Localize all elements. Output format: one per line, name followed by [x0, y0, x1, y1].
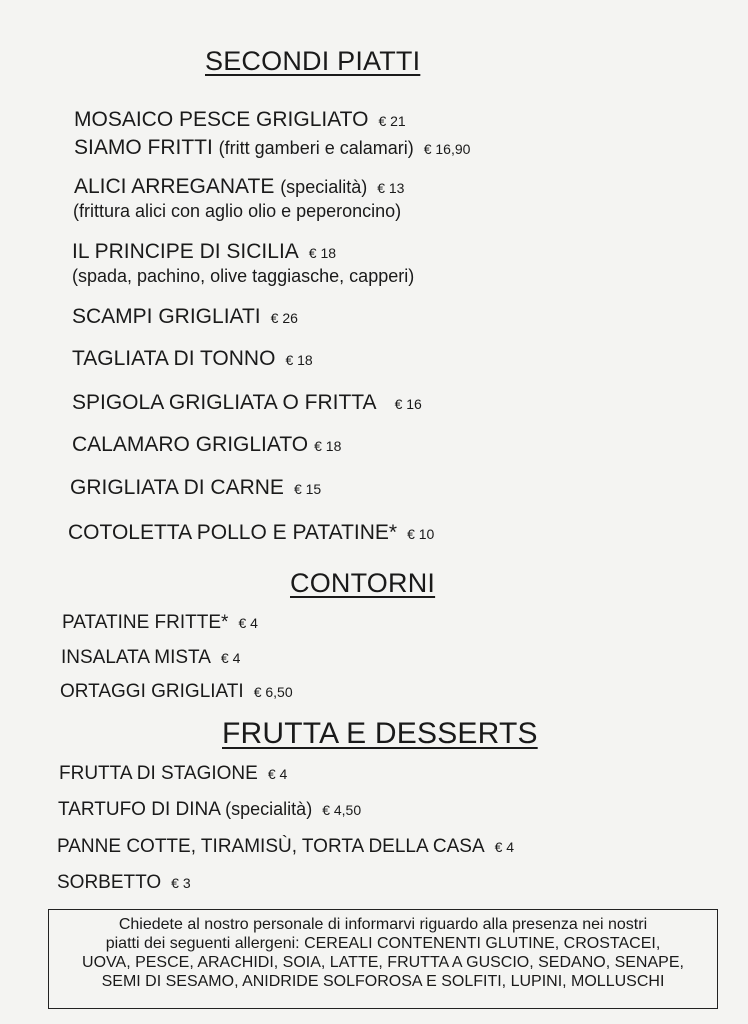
allergen-notice-line: UOVA, PESCE, ARACHIDI, SOIA, LATTE, FRUTTA A GUSCIO, SEDANO, SENAPE,	[82, 953, 684, 971]
item-name: CALAMARO GRIGLIATO	[72, 433, 309, 456]
item-description: (specialità)	[280, 177, 368, 197]
item-price: € 18	[308, 245, 337, 261]
item-description: (specialità)	[225, 799, 313, 819]
item-price: € 3	[171, 875, 191, 891]
menu-item	[72, 347, 313, 370]
item-price: € 6,50	[253, 684, 293, 700]
menu-item	[72, 305, 298, 328]
item-price: € 21	[378, 113, 406, 129]
menu-item	[58, 800, 361, 821]
menu-item	[74, 136, 470, 159]
item-name: FRUTTA DI STAGIONE	[59, 763, 258, 784]
item-name: TAGLIATA DI TONNO	[72, 347, 276, 370]
section-title-contorni: CONTORNI	[290, 568, 436, 598]
section-title-secondi: SECONDI PIATTI	[205, 46, 421, 76]
item-name: ORTAGGI GRIGLIATI	[60, 681, 244, 702]
item-description: (fritt gamberi e calamari)	[218, 138, 414, 158]
item-subline: (spada, pachino, olive taggiasche, capperi)	[72, 266, 415, 286]
menu-item	[62, 613, 258, 634]
menu-item	[59, 764, 287, 785]
allergen-notice	[48, 909, 718, 1009]
item-name: SPIGOLA GRIGLIATA O FRITTA	[72, 391, 377, 414]
item-name: SCAMPI GRIGLIATI	[72, 305, 261, 328]
item-name: GRIGLIATA DI CARNE	[70, 476, 284, 499]
menu-item	[68, 521, 434, 544]
section-title-frutta: FRUTTA E DESSERTS	[222, 717, 538, 750]
item-name: SIAMO FRITTI	[74, 136, 213, 159]
item-price: € 13	[377, 180, 405, 196]
allergen-notice-line: SEMI DI SESAMO, ANIDRIDE SOLFOROSA E SOLFITI, LUPINI, MOLLUSCHI	[101, 972, 665, 990]
item-name: IL PRINCIPE DI SICILIA	[72, 240, 299, 263]
menu-item	[57, 873, 191, 894]
menu-item	[60, 682, 293, 703]
item-price: € 10	[407, 526, 435, 542]
item-name: TARTUFO DI DINA	[58, 799, 220, 820]
allergen-notice-line: Chiedete al nostro personale di informarvi riguardo alla presenza nei nostri	[118, 916, 648, 933]
item-name: PANNE COTTE, TIRAMISÙ, TORTA DELLA CASA	[57, 836, 485, 857]
menu-item	[61, 648, 240, 669]
item-name: ALICI ARREGANATE	[74, 175, 275, 198]
item-price: € 16,90	[423, 141, 471, 157]
item-price: € 16	[394, 396, 422, 412]
item-price: € 4	[494, 839, 515, 855]
item-price: € 18	[285, 352, 313, 368]
item-name: MOSAICO PESCE GRIGLIATO	[74, 108, 369, 131]
item-name: SORBETTO	[57, 872, 162, 893]
item-price: € 4	[238, 615, 258, 631]
menu-item	[72, 391, 422, 414]
item-price: € 26	[270, 310, 298, 326]
menu-item	[70, 476, 321, 499]
item-name: INSALATA MISTA	[61, 647, 211, 668]
menu-item	[72, 433, 341, 456]
menu-item	[74, 175, 404, 198]
allergen-notice-line: piatti dei seguenti allergeni: CEREALI CONTENENTI GLUTINE, CROSTACEI,	[105, 934, 661, 952]
menu-item	[57, 837, 514, 858]
item-price: € 18	[314, 438, 342, 454]
item-price: € 4	[220, 650, 241, 666]
item-name: COTOLETTA POLLO E PATATINE*	[68, 521, 398, 544]
item-subline: (frittura alici con aglio olio e peperoncino)	[73, 201, 402, 221]
menu-item	[72, 240, 336, 263]
item-price: € 4,50	[322, 802, 362, 818]
item-price: € 15	[293, 481, 322, 497]
menu-item	[74, 108, 406, 131]
item-price: € 4	[267, 766, 288, 782]
item-name: PATATINE FRITTE*	[62, 612, 229, 633]
